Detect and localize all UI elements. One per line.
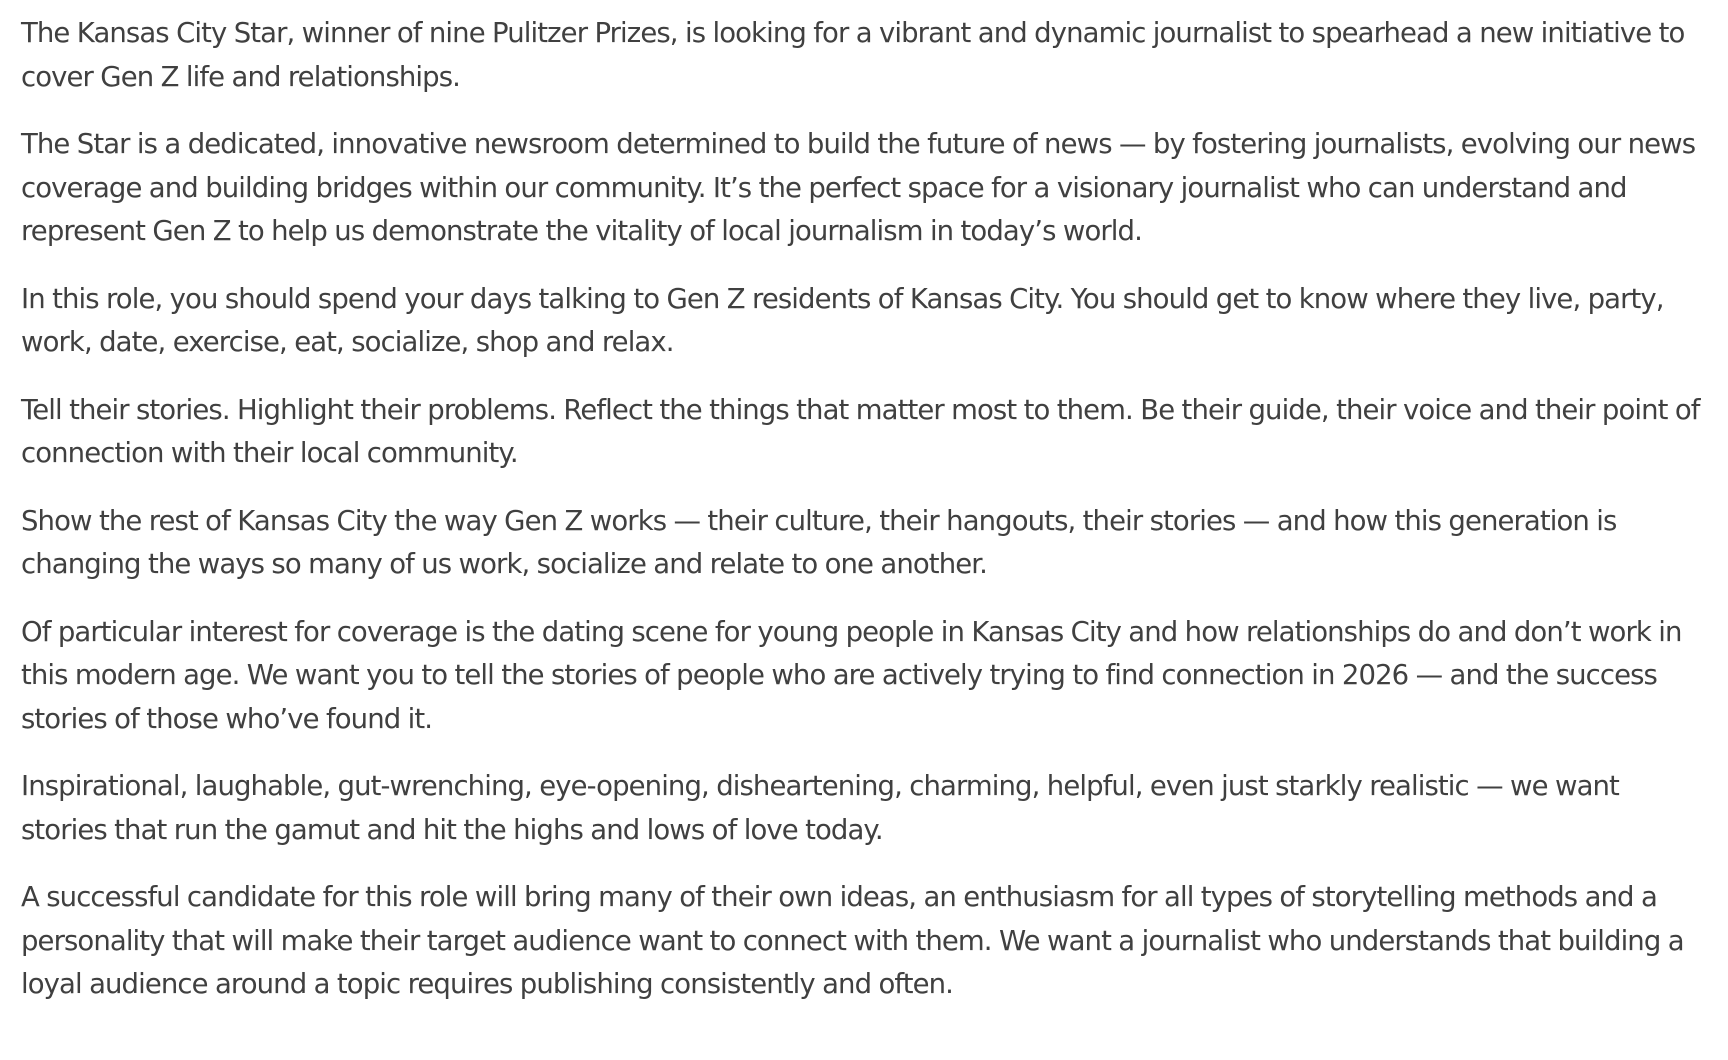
paragraph-role: In this role, you should spend your days talking to Gen Z residents of Kansas City. You should get to know where they live, party, work, date, exercise, eat, socialize, shop and relax.: [21, 282, 1664, 358]
paragraph-culture: Show the rest of Kansas City the way Gen Z works — their culture, their hangouts, their stories — and how this generation is changing the ways so many of us work, socialize and relate to one another.: [21, 504, 1617, 580]
paragraph-stories: Tell their stories. Highlight their problems. Reflect the things that matter most to them. Be their guide, their voice and their point of connection with their local community.: [21, 393, 1700, 469]
paragraph-intro: The Kansas City Star, winner of nine Pulitzer Prizes, is looking for a vibrant and dynamic journalist to spearhead a new initiative to cover Gen Z life and relationships.: [21, 17, 1685, 93]
paragraph-candidate: A successful candidate for this role will bring many of their own ideas, an enthusiasm for all types of storytelling methods and a personality that will make their target audience want to connect with them. We want a journalist who understands that building a loyal audience around a topic requires publishing consistently and often.: [21, 881, 1684, 1000]
paragraph-story-types: Inspirational, laughable, gut-wrenching, eye-opening, disheartening, charming, helpful, even just starkly realistic — we want stories that run the gamut and hit the highs and lows of love today.: [21, 770, 1619, 846]
paragraph-newsroom: The Star is a dedicated, innovative newsroom determined to build the future of news — by fostering journalists, evolving our news coverage and building bridges within our community. It’s the perfect space for a visionary journalist who can understand and represent Gen Z to help us demonstrate the vitality of local journalism in today’s world.: [21, 128, 1696, 247]
paragraph-dating: Of particular interest for coverage is the dating scene for young people in Kansas City and how relationships do and don’t work in this modern age. We want you to tell the stories of people who are actively trying to find connection in 2026 — and the success stories of those who’ve found it.: [21, 615, 1682, 735]
